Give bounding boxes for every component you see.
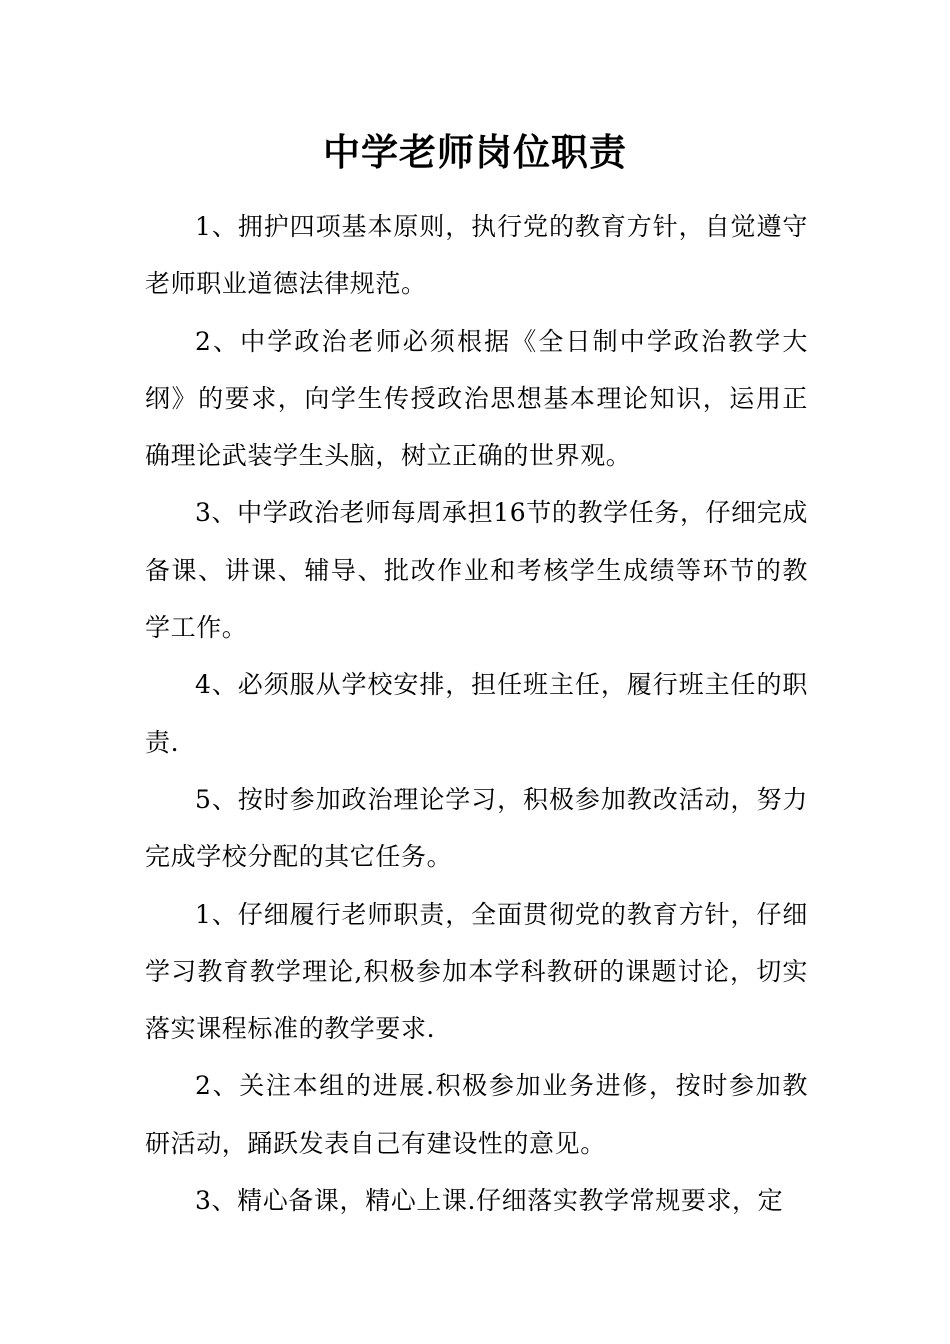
paragraph-3: 3、中学政治老师每周承担16节的教学任务，仔细完成备课、讲课、辅导、批改作业和考核学生成绩等环节的教学工作。 — [145, 498, 808, 643]
paragraph-1: 1、拥护四项基本原则，执行党的教育方针，自觉遵守老师职业道德法律规范。 — [145, 212, 808, 299]
paragraph-2: 2、中学政治老师必须根据《全日制中学政治教学大纲》的要求，向学生传授政治思想基本理论知识，运用正确理论武装学生头脑，树立正确的世界观。 — [145, 326, 808, 471]
paragraph-4: 4、必须服从学校安排，担任班主任，履行班主任的职责. — [145, 670, 808, 757]
document-body — [145, 198, 808, 1229]
paragraph-7: 2、关注本组的进展.积极参加业务进修，按时参加教研活动，踊跃发表自己有建设性的意见。 — [145, 1071, 808, 1158]
paragraph-8: 3、精心备课，精心上课.仔细落实教学常规要求，定 — [195, 1186, 784, 1216]
document-title: 中学老师岗位职责 — [323, 130, 627, 174]
paragraph-5: 5、按时参加政治理论学习，积极参加教改活动，努力完成学校分配的其它任务。 — [145, 784, 808, 872]
paragraph-6: 1、仔细履行老师职责，全面贯彻党的教育方针，仔细学习教育教学理论,积极参加本学科教研的课题讨论，切实落实课程标准的教学要求. — [145, 899, 808, 1044]
